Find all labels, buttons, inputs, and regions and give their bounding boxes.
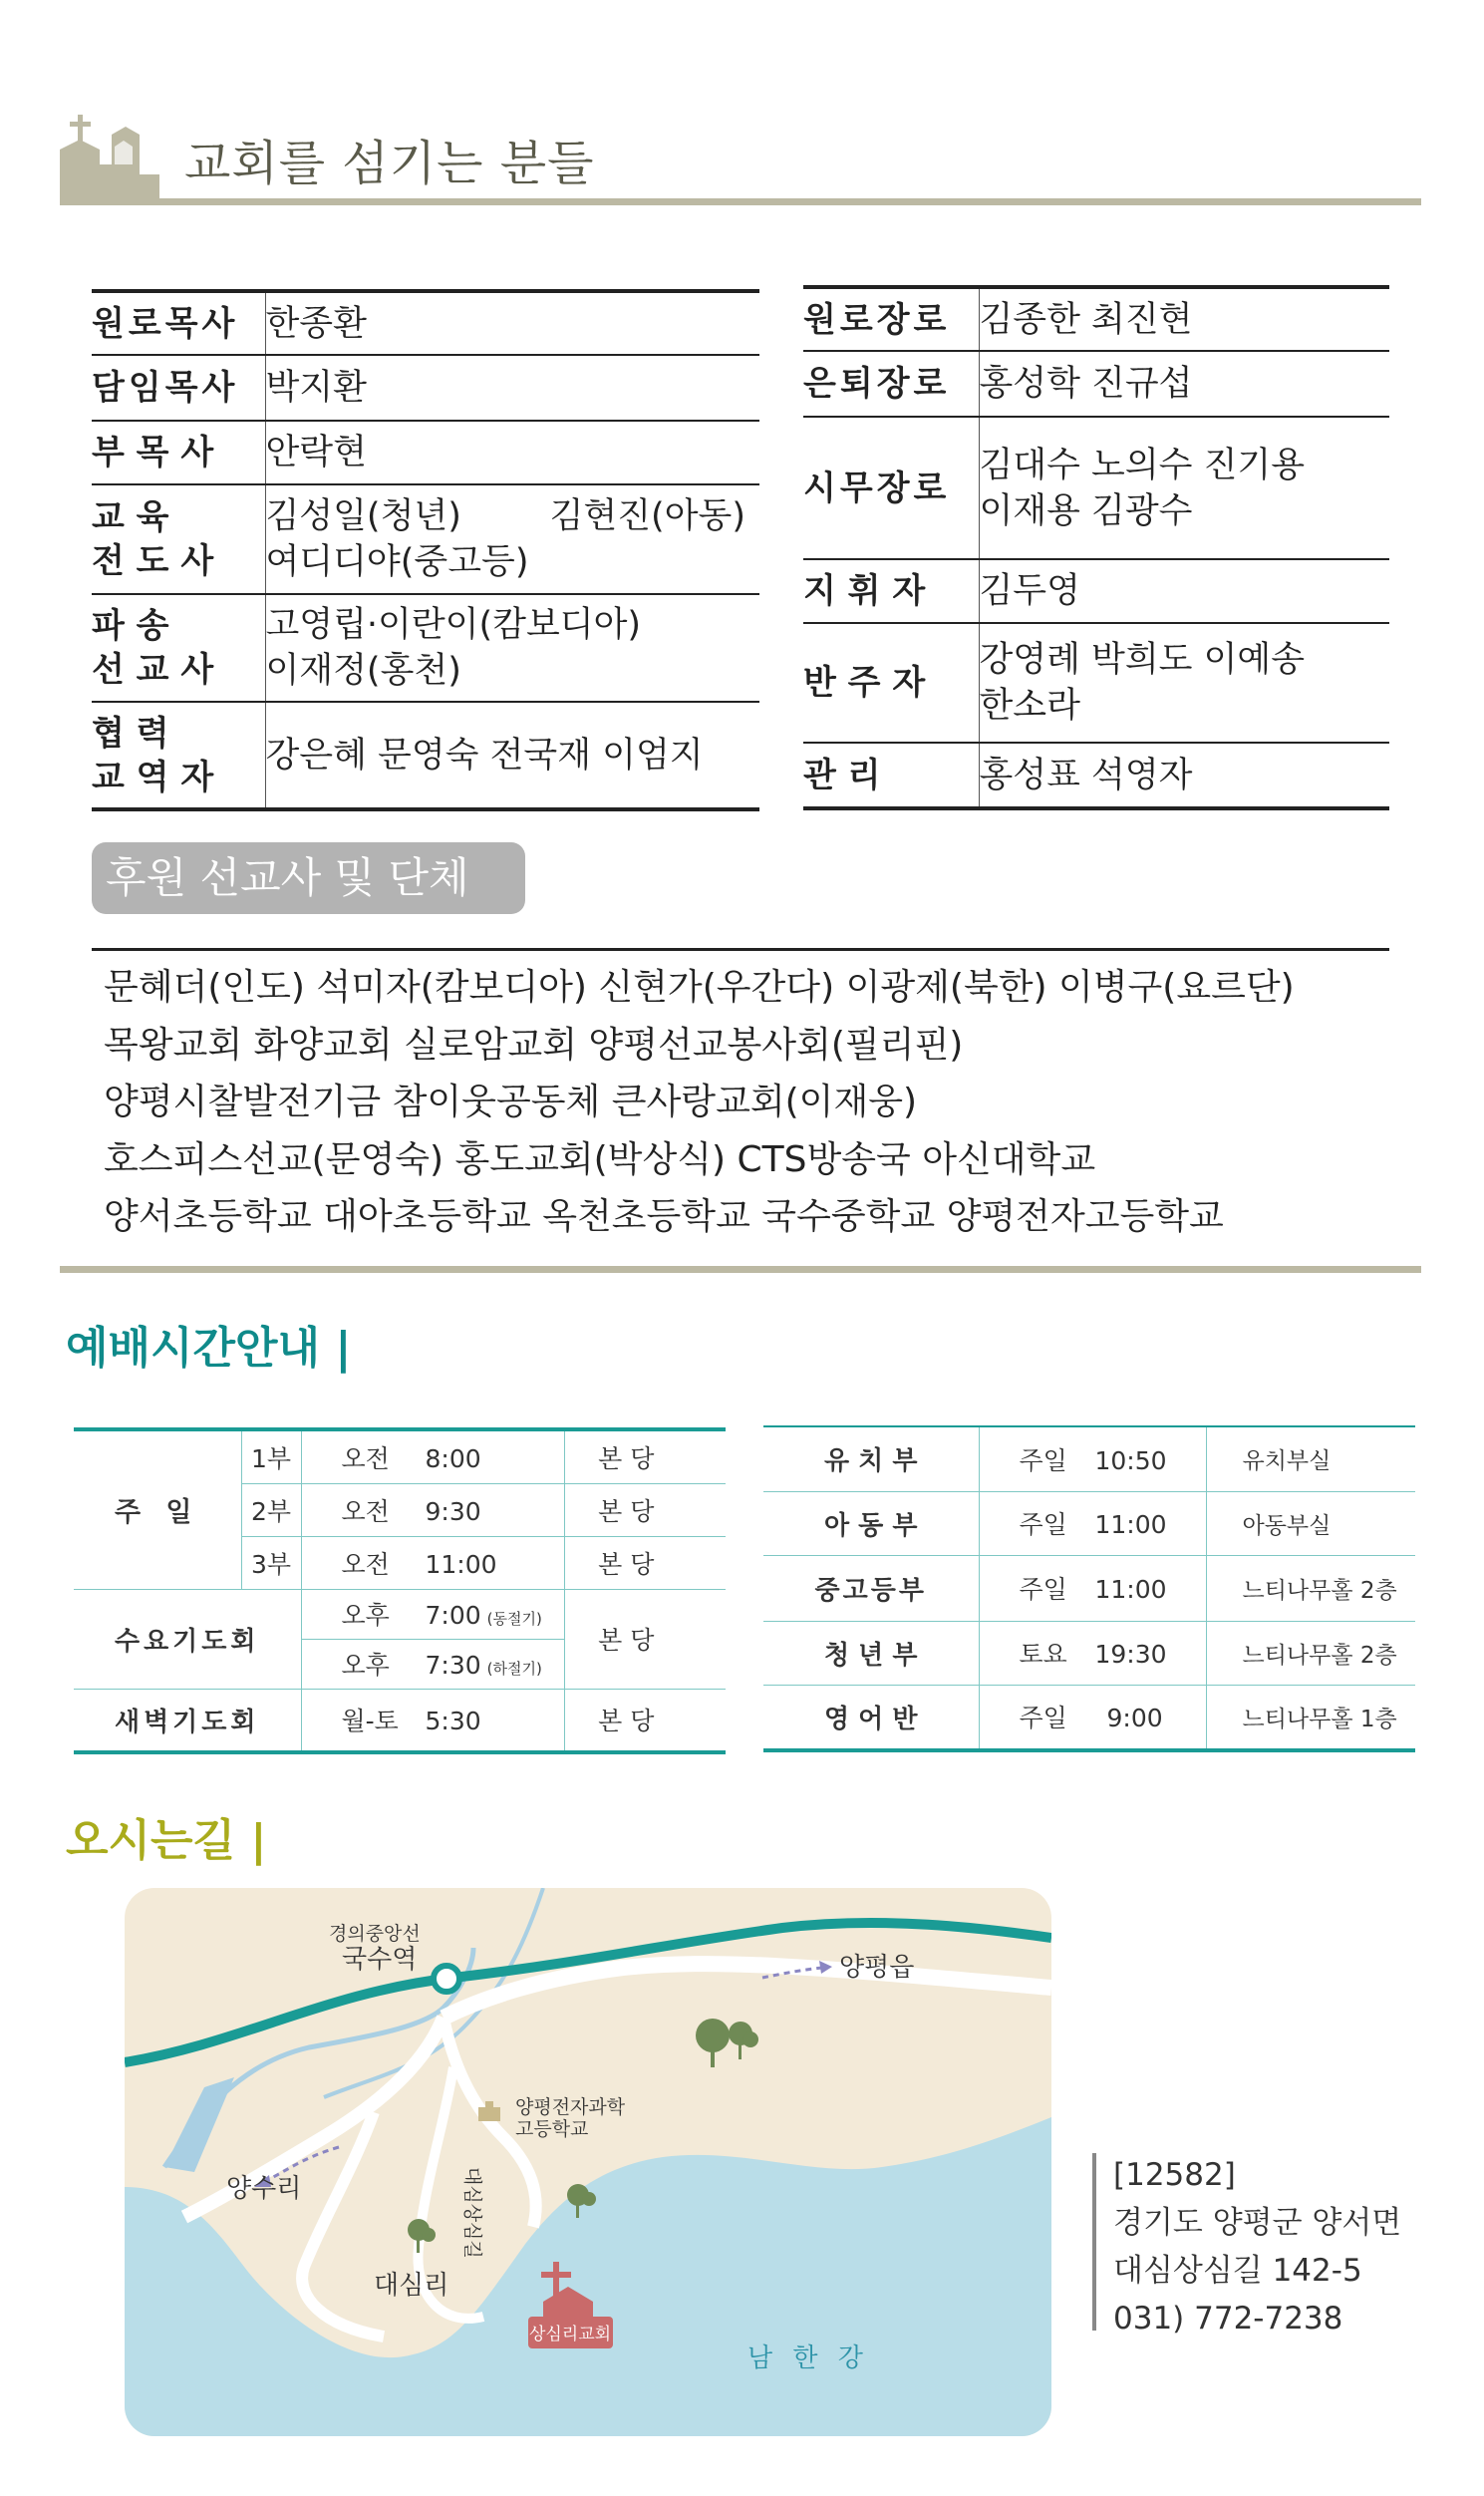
church-header-icon [60, 105, 159, 204]
staff-role: 교 육 전 도 사 [92, 484, 265, 594]
staff-names: 박지환 [265, 368, 367, 408]
staff-role: 원로목사 [92, 291, 265, 355]
staff-row [92, 291, 759, 355]
staff-row [803, 351, 1389, 417]
staff-names: 김성일(청년) 김현진(아동) 여디디야(중고등) [265, 496, 745, 582]
department-name: 아 동 부 [763, 1491, 979, 1555]
station-marker [434, 1966, 459, 1992]
support-line: 문혜더(인도) 석미자(캄보디아) 신현가(우간다) 이광제(북한) 이병구(요르단) [104, 967, 1295, 1008]
staff-names: 강영례 박희도 이예송 한소라 [979, 640, 1306, 726]
staff-names: 김대수 노의수 진기용 이재용 김광수 [979, 445, 1306, 531]
department-time: 주일 11:00 [979, 1555, 1206, 1621]
address-bar [1092, 2153, 1096, 2331]
staff-role: 반 주 자 [803, 623, 979, 743]
table-row [74, 1429, 726, 1483]
department-name: 영 어 반 [763, 1685, 979, 1750]
road-label: 대심상심길 [461, 2167, 483, 2259]
service-part: 2부 [241, 1483, 301, 1536]
town-label: 양평읍 [839, 1953, 915, 1983]
support-line: 목왕교회 화양교회 실로암교회 양평선교봉사회(필리핀) [104, 1024, 964, 1066]
service-name: 주 일 [74, 1429, 241, 1589]
service-time: 오전 9:30 [301, 1483, 564, 1536]
village-label: 대심리 [374, 2271, 449, 2301]
support-line: 호스피스선교(문영숙) 홍도교회(박상식) CTS방송국 아신대학교 [104, 1138, 1096, 1180]
support-line: 양서초등학교 대아초등학교 옥천초등학교 국수중학교 양평전자고등학교 [104, 1196, 1224, 1237]
staff-role: 원로장로 [803, 287, 979, 351]
rail-line-label: 경의중앙선 [329, 1923, 421, 1945]
service-time: 오전 11:00 [301, 1536, 564, 1589]
page-title: 교회를 섬기는 분들 [184, 136, 595, 191]
staff-role: 담임목사 [92, 355, 265, 421]
table-row [763, 1685, 1415, 1750]
department-time: 주일 11:00 [979, 1491, 1206, 1555]
staff-role: 협 력 교 역 자 [92, 702, 265, 809]
staff-names: 강은혜 문영숙 전국재 이엄지 [265, 735, 704, 776]
address-line: 경기도 양평군 양서면 [1113, 2205, 1402, 2241]
directions-title: 오시는길 | [66, 1815, 267, 1866]
department-name: 청 년 부 [763, 1621, 979, 1685]
service-time: 오후 7:30 (하절기) [301, 1639, 564, 1689]
department-place: 느티나무홀 2층 [1206, 1621, 1415, 1685]
map-drawing [125, 1888, 1051, 2436]
staff-table-right [803, 285, 1389, 810]
village-label: 양수리 [226, 2174, 302, 2204]
staff-role: 관 리 [803, 743, 979, 808]
table-row [74, 1689, 726, 1752]
table-row [763, 1555, 1415, 1621]
table-row [763, 1426, 1415, 1491]
staff-role: 부 목 사 [92, 421, 265, 484]
staff-row [803, 743, 1389, 808]
staff-names: 김두영 [979, 571, 1080, 611]
department-place: 느티나무홀 1층 [1206, 1685, 1415, 1750]
school-label: 고등학교 [515, 2118, 589, 2140]
staff-row [803, 559, 1389, 623]
phone-number[interactable]: 031) 772-7238 [1113, 2301, 1343, 2337]
service-place: 본 당 [564, 1536, 726, 1589]
service-name: 수요기도회 [74, 1589, 301, 1689]
staff-role: 지 휘 자 [803, 559, 979, 623]
staff-names: 홍성학 진규섭 [979, 364, 1193, 404]
station-label: 국수역 [342, 1945, 418, 1975]
staff-row [803, 623, 1389, 743]
staff-row [92, 702, 759, 809]
department-time: 주일 9:00 [979, 1685, 1206, 1750]
department-time: 토요 19:30 [979, 1621, 1206, 1685]
service-name: 새벽기도회 [74, 1689, 301, 1752]
staff-role: 시무장로 [803, 417, 979, 559]
school-label: 양평전자과학 [515, 2096, 626, 2118]
staff-names: 홍성표 석영자 [979, 755, 1193, 795]
staff-role: 파 송 선 교 사 [92, 594, 265, 702]
staff-names: 한종환 [265, 303, 367, 344]
service-place: 본 당 [564, 1483, 726, 1536]
department-place: 느티나무홀 2층 [1206, 1555, 1415, 1621]
support-top-rule [92, 948, 1389, 951]
address-block [1113, 2151, 1401, 2342]
address-line: 대심상심길 142-5 [1113, 2253, 1362, 2289]
department-name: 유 치 부 [763, 1426, 979, 1491]
table-row [763, 1621, 1415, 1685]
location-map[interactable] [125, 1888, 1051, 2436]
service-time: 월-토 5:30 [301, 1689, 564, 1752]
service-place: 본 당 [564, 1429, 726, 1483]
support-line: 양평시찰발전기금 참이웃공동체 큰사랑교회(이재웅) [104, 1082, 918, 1122]
staff-role: 은퇴장로 [803, 351, 979, 417]
department-place: 아동부실 [1206, 1491, 1415, 1555]
staff-row [92, 355, 759, 421]
school-icon [478, 2107, 500, 2121]
support-list [104, 959, 1389, 1246]
staff-row [92, 421, 759, 484]
church-label: 상심리교회 [528, 2325, 612, 2344]
service-time: 오전 8:00 [301, 1429, 564, 1483]
service-part: 3부 [241, 1536, 301, 1589]
postal-code: [12582] [1113, 2157, 1236, 2193]
staff-row [803, 287, 1389, 351]
staff-names: 고영립·이란이(캄보디아) 이재정(홍천) [265, 605, 642, 691]
worship-table [74, 1427, 726, 1754]
service-place: 본 당 [564, 1589, 726, 1689]
staff-row [803, 417, 1389, 559]
table-row [74, 1589, 726, 1639]
department-table [763, 1425, 1415, 1752]
staff-names: 김종한 최진현 [979, 299, 1193, 340]
service-place: 본 당 [564, 1689, 726, 1752]
staff-row [92, 594, 759, 702]
staff-table-left [92, 289, 759, 811]
section-divider [60, 1266, 1421, 1273]
support-title: 후원 선교사 및 단체 [92, 842, 525, 914]
service-time: 오후 7:00 (동절기) [301, 1589, 564, 1639]
staff-names: 안락현 [265, 433, 367, 472]
department-time: 주일 10:50 [979, 1426, 1206, 1491]
table-row [763, 1491, 1415, 1555]
service-part: 1부 [241, 1429, 301, 1483]
department-place: 유치부실 [1206, 1426, 1415, 1491]
header-divider [60, 198, 1421, 205]
department-name: 중고등부 [763, 1555, 979, 1621]
staff-row [92, 484, 759, 594]
river-label: 남 한 강 [747, 2343, 869, 2373]
worship-title: 예배시간안내 | [66, 1323, 352, 1374]
